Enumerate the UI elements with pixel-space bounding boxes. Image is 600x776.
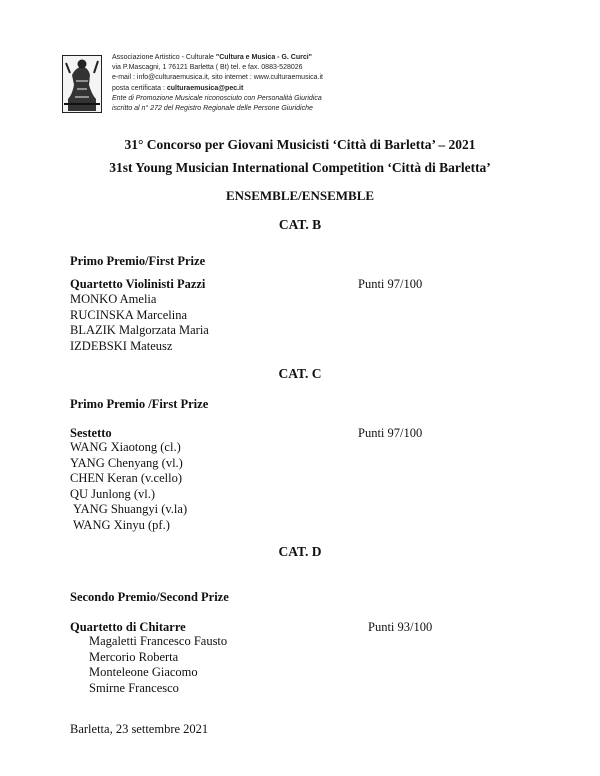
member-name: CHEN Keran (v.cello) — [70, 471, 182, 485]
letterhead-prefix: Associazione Artistico - Culturale — [112, 54, 216, 61]
category-c-prize: Primo Premio /First Prize — [70, 397, 209, 411]
category-d-heading: CAT. D — [278, 544, 322, 559]
member-name: MONKO Amelia — [70, 292, 157, 306]
place-date: Barletta, 23 settembre 2021 — [70, 722, 209, 736]
letterhead — [112, 53, 372, 114]
member-name: Smirne Francesco — [89, 680, 179, 695]
member-name: WANG Xiaotong (cl.) — [70, 440, 181, 454]
letterhead-recognition: Ente di Promozione Musicale riconosciuto con Personalità Giuridica — [112, 94, 322, 102]
member-name: QU Junlong (vl.) — [70, 486, 156, 501]
member-name: RUCINSKA Marcelina — [70, 307, 187, 322]
letterhead-pec-label: posta certificata : — [112, 84, 167, 92]
category-b-score: Punti 97/100 — [358, 277, 423, 291]
category-c-group: Sestetto — [70, 426, 112, 440]
section-title: ENSEMBLE/ENSEMBLE — [225, 188, 375, 203]
member-name: Monteleone Giacomo — [89, 665, 198, 679]
member-name: Magaletti Francesco Fausto — [89, 634, 228, 648]
category-b-members — [70, 292, 209, 354]
association-name: "Cultura e Musica - G. Curci" — [215, 54, 312, 61]
category-d-score: Punti 93/100 — [368, 620, 433, 634]
category-c-score: Punti 97/100 — [358, 426, 423, 440]
member-name: YANG Shuangyi (v.la) — [73, 502, 188, 516]
letterhead-registry: iscritto al n° 272 del Registro Regionale delle Persone Giuridiche — [112, 105, 313, 113]
category-b-prize: Primo Premio/First Prize — [70, 254, 206, 268]
member-name: WANG Xinyu (pf.) — [73, 517, 170, 532]
association-logo — [62, 55, 102, 113]
member-name: Mercorio Roberta — [89, 649, 179, 664]
letterhead-address: via P.Mascagni, 1 76121 Barletta ( Bt) tel. e fax. 0883-528026 — [112, 64, 303, 72]
category-d-prize: Secondo Premio/Second Prize — [70, 590, 229, 604]
category-b-heading: CAT. B — [278, 217, 322, 232]
member-name: YANG Chenyang (vl.) — [70, 455, 183, 470]
category-d-members — [89, 634, 227, 696]
title-italian: 31° Concorso per Giovani Musicisti ‘Città di Barletta’ – 2021 — [124, 137, 476, 152]
member-name: IZDEBSKI Mateusz — [70, 338, 173, 353]
letterhead-pec-value: culturaemusica@pec.it — [166, 84, 244, 92]
category-c-members — [70, 440, 187, 533]
member-name: BLAZIK Malgorzata Maria — [70, 323, 209, 337]
category-b-group: Quartetto Violinisti Pazzi — [70, 277, 206, 291]
category-c-heading: CAT. C — [278, 366, 322, 381]
letterhead-contacts: e-mail : info@culturaemusica.it, sito internet : www.culturaemusica.it — [112, 74, 323, 82]
category-d-group: Quartetto di Chitarre — [70, 620, 186, 634]
title-english: 31st Young Musician International Competition ‘Città di Barletta’ — [109, 160, 491, 175]
